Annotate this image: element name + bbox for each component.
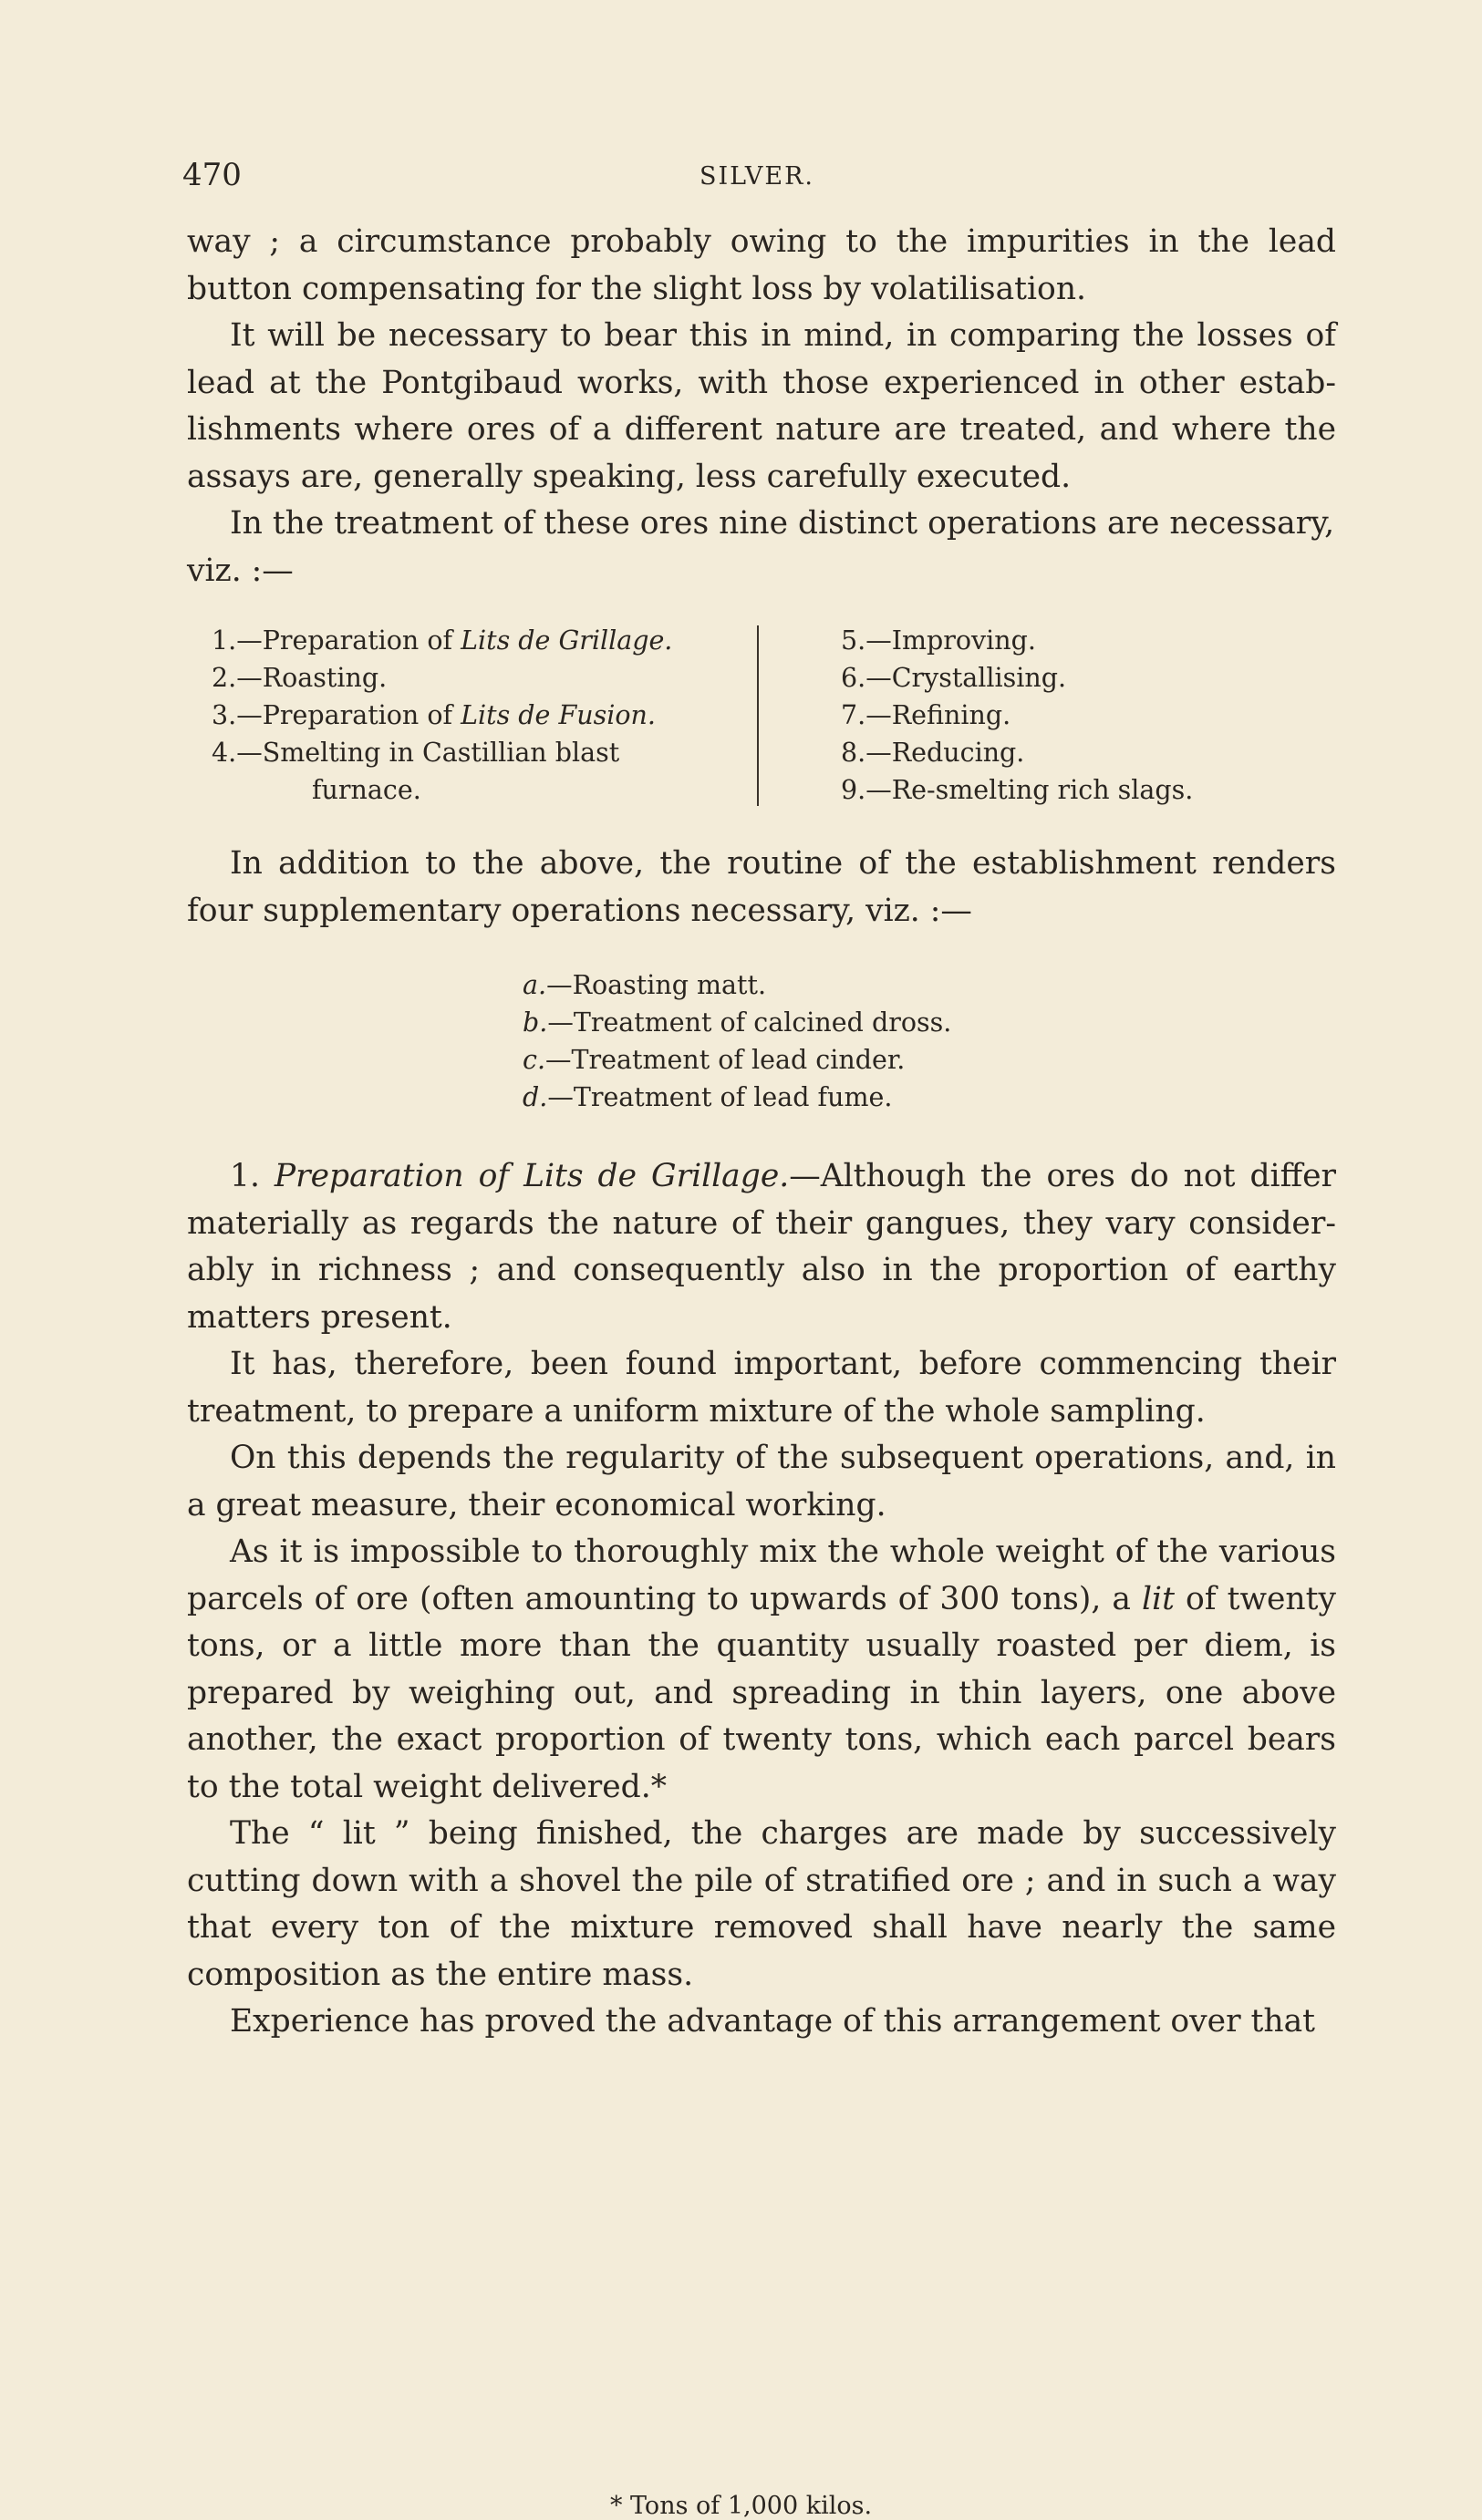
- paragraph: In addition to the above, the routine of the establishment renders four supplementary operations necessary, viz. :—: [187, 845, 1336, 929]
- operation-item: 1.—Preparation of Lits de Grillage.: [212, 625, 673, 656]
- paragraph: It will be necessary to bear this in mind, in comparing the losses of lead at the Pontgibaud works, with those experienced in other establishments where ores of a different nature are treated, and where the assays are, generally speaking, less carefully executed.: [187, 317, 1336, 495]
- paragraph: The “ lit ” being finished, the charges are made by successively cutting down with a shovel the pile of stratified ore ; and in such a way that every ton of the mixture removed shall have nearly the same composition as the entire mass.: [187, 1815, 1336, 1993]
- supplementary-list: [523, 966, 1070, 1116]
- paragraph: As it is impossible to thoroughly mix the whole weight of the various parcels of ore (often amounting to upwards of 300 tons), a lit of twenty tons, or a little more than the quantity usually roasted per diem, is prepared by weighing out, and spreading in thin layers, one above another, the exact proportion of twenty tons, which each parcel bears to the total weight delivered.*: [187, 1534, 1337, 1805]
- intro-text: [187, 219, 1336, 594]
- paragraph: way ; a circumstance probably owing to the impurities in the lead button compensating for the slight loss by volatilisation.: [187, 223, 1336, 307]
- paragraph: Experience has proved the advantage of this arrangement over that: [230, 2003, 1316, 2040]
- operations-list: [212, 622, 1233, 809]
- section-1: [187, 1153, 1336, 2046]
- operation-item: 2.—Roasting.: [212, 663, 388, 693]
- supplementary-item: d.—Treatment of lead fume.: [523, 1082, 893, 1112]
- footnote: * Tons of 1,000 kilos.: [609, 2492, 873, 2520]
- operation-item: 5.—Improving.: [841, 625, 1036, 656]
- operations-right-column: [841, 622, 1260, 809]
- page-number: 470: [182, 157, 242, 193]
- supplementary-item: b.—Treatment of calcined dross.: [523, 1007, 952, 1038]
- supplementary-intro: [187, 841, 1336, 935]
- running-head: SILVER.: [699, 162, 814, 191]
- section-heading-paragraph: 1. Preparation of Lits de Grillage.—Although the ores do not differ materially as regards the nature of their gangues, they vary considerably in richness ; and consequently also in the proportion of earthy matters present.: [187, 1158, 1336, 1336]
- supplementary-item: c.—Treatment of lead cinder.: [523, 1045, 906, 1075]
- operation-item: 9.—Re-smelting rich slags.: [841, 775, 1194, 805]
- operation-item: 8.—Reducing.: [841, 738, 1025, 768]
- page-header: [182, 157, 1332, 197]
- paragraph: On this depends the regularity of the subsequent operations, and, in a great measure, their economical working.: [187, 1440, 1336, 1523]
- operations-left-column: [212, 622, 722, 809]
- column-divider: [757, 625, 759, 806]
- paragraph: In the treatment of these ores nine distinct operations are necessary,: [230, 505, 1335, 542]
- section-title: Preparation of Lits de Grillage.: [274, 1158, 790, 1194]
- paragraph: viz. :—: [187, 552, 294, 589]
- operation-item-continuation: furnace.: [312, 775, 421, 805]
- operation-item: 4.—Smelting in Castillian blast: [212, 738, 620, 768]
- operation-item: 7.—Refining.: [841, 700, 1011, 730]
- operation-item: 3.—Preparation of Lits de Fusion.: [212, 700, 656, 730]
- supplementary-item: a.—Roasting matt.: [523, 970, 767, 1000]
- paragraph: It has, therefore, been found important, before commencing their treatment, to prepare a uniform mixture of the whole sampling.: [187, 1346, 1336, 1430]
- operation-item: 6.—Crystallising.: [841, 663, 1067, 693]
